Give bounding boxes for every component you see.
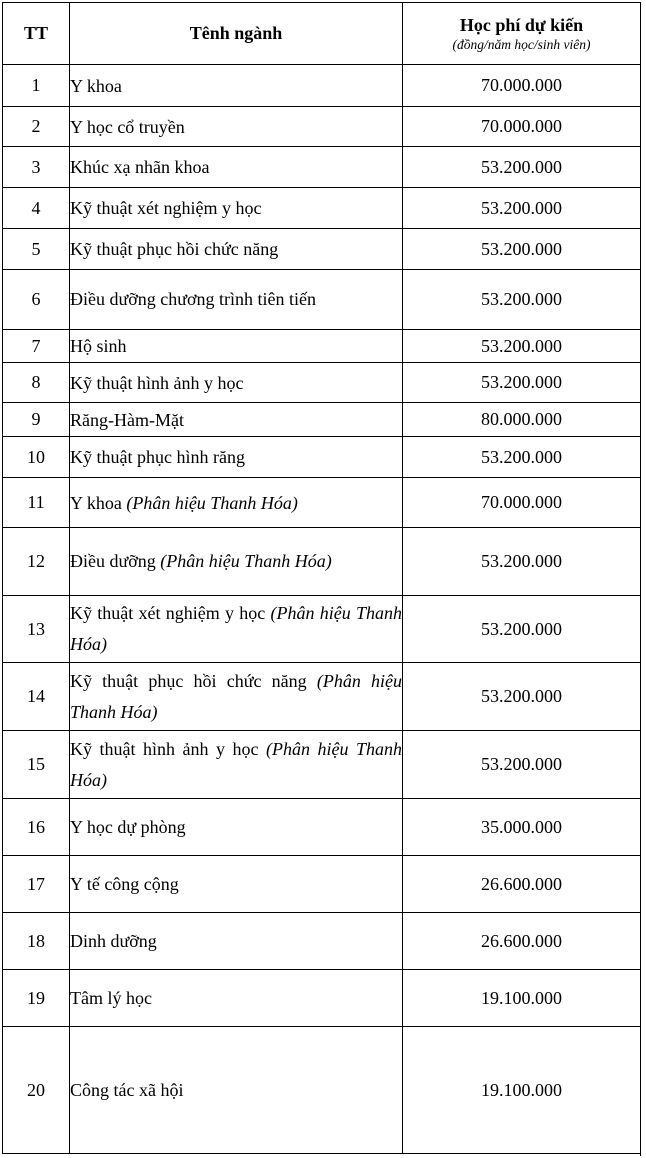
program-name-cell [70,799,403,856]
program-name: Điều dưỡng chương trình tiên tiến [70,289,317,309]
program-name-cell [70,437,403,478]
program-name-cell [70,528,403,596]
tuition-fee: 53.200.000 [403,147,641,188]
tuition-fee: 53.200.000 [403,363,641,403]
row-number: 1 [3,65,70,107]
program-name-cell [70,107,403,147]
table-row [3,596,641,663]
program-branch: (Phân hiệu Thanh Hóa) [160,551,332,571]
tuition-fee: 53.200.000 [403,596,641,663]
program-name-cell [70,478,403,528]
program-name: Kỹ thuật xét nghiệm y học [70,198,262,218]
tuition-fee: 19.100.000 [403,1027,641,1154]
program-name: Y học cổ truyền [70,116,185,137]
row-number: 16 [3,799,70,856]
header-fee-title: Học phí dự kiến [459,14,584,35]
program-name: Công tác xã hội [70,1080,184,1100]
table-row [3,437,641,478]
table-row [3,147,641,188]
row-number: 5 [3,229,70,270]
table-row [3,856,641,913]
row-number: 9 [3,403,70,437]
program-name-cell [70,65,403,107]
row-number: 8 [3,363,70,403]
program-name: Răng-Hàm-Mặt [70,409,184,430]
program-name: Kỹ thuật hình ảnh y học [70,372,244,393]
row-number: 10 [3,437,70,478]
program-name-cell [70,856,403,913]
program-name: Y khoa [70,75,122,96]
page-edge-line [640,2,641,1156]
table-row [3,731,641,799]
tuition-fee: 19.100.000 [403,970,641,1027]
header-fee [403,3,641,65]
tuition-fee: 70.000.000 [403,107,641,147]
tuition-fee-table [2,2,641,1154]
program-name: Y tế công cộng [70,874,179,894]
table-row [3,663,641,731]
row-number: 13 [3,596,70,663]
table-row [3,478,641,528]
row-number: 6 [3,270,70,330]
row-number: 19 [3,970,70,1027]
tuition-fee: 26.600.000 [403,856,641,913]
program-name-cell [70,663,403,731]
header-row [3,3,641,65]
program-name: Kỹ thuật hình ảnh y học [70,738,259,759]
table-row [3,403,641,437]
row-number: 2 [3,107,70,147]
program-branch: (Phân hiệu Thanh Hóa) [70,603,402,654]
table-row [3,65,641,107]
tuition-fee: 80.000.000 [403,403,641,437]
row-number: 3 [3,147,70,188]
table-row [3,107,641,147]
row-number: 15 [3,731,70,799]
tuition-fee: 53.200.000 [403,270,641,330]
tuition-fee: 53.200.000 [403,528,641,596]
table-row [3,913,641,970]
program-name: Hộ sinh [70,336,127,356]
row-number: 20 [3,1027,70,1154]
program-branch: (Phân hiệu Thanh Hóa) [70,738,402,790]
row-number: 4 [3,188,70,229]
program-name: Dinh dưỡng [70,931,157,951]
header-name: Tênh ngành [70,3,403,65]
program-name-cell [70,970,403,1027]
table-row [3,188,641,229]
tuition-fee: 53.200.000 [403,330,641,363]
program-name-cell [70,731,403,799]
table-row [3,970,641,1027]
program-name-cell [70,270,403,330]
row-number: 18 [3,913,70,970]
table-row [3,330,641,363]
program-name-cell [70,330,403,363]
program-name: Y học dự phòng [70,817,186,837]
tuition-fee: 70.000.000 [403,478,641,528]
program-name-cell [70,1027,403,1154]
row-number: 17 [3,856,70,913]
tuition-fee: 53.200.000 [403,663,641,731]
program-name: Khúc xạ nhãn khoa [70,157,210,177]
tuition-fee: 53.200.000 [403,229,641,270]
header-fee-subtitle: (đồng/năm học/sinh viên) [452,36,591,52]
row-number: 11 [3,478,70,528]
header-tt: TT [3,3,70,65]
program-name: Điều dưỡng [70,551,156,571]
program-name-cell [70,229,403,270]
tuition-fee: 53.200.000 [403,188,641,229]
program-name: Tâm lý học [70,988,152,1008]
row-number: 12 [3,528,70,596]
tuition-fee: 70.000.000 [403,65,641,107]
program-name-cell [70,913,403,970]
row-number: 7 [3,330,70,363]
row-number: 14 [3,663,70,731]
program-name: Kỹ thuật xét nghiệm y học [70,603,266,623]
tuition-fee: 53.200.000 [403,437,641,478]
program-name: Kỹ thuật phục hình răng [70,447,245,467]
table-row [3,528,641,596]
program-branch: (Phân hiệu Thanh Hóa) [70,670,402,722]
table-row [3,799,641,856]
tuition-fee: 26.600.000 [403,913,641,970]
program-name-cell [70,188,403,229]
program-name-cell [70,403,403,437]
table-row [3,229,641,270]
program-name: Y khoa [70,492,122,513]
program-name-cell [70,596,403,663]
tuition-fee: 53.200.000 [403,731,641,799]
table-row [3,270,641,330]
program-name-cell [70,147,403,188]
program-name-cell [70,363,403,403]
program-name: Kỹ thuật phục hồi chức năng [70,239,279,259]
table-row [3,363,641,403]
program-branch: (Phân hiệu Thanh Hóa) [126,492,298,513]
program-name: Kỹ thuật phục hồi chức năng [70,670,307,691]
table-body [3,65,641,1154]
tuition-fee: 35.000.000 [403,799,641,856]
table-row [3,1027,641,1154]
